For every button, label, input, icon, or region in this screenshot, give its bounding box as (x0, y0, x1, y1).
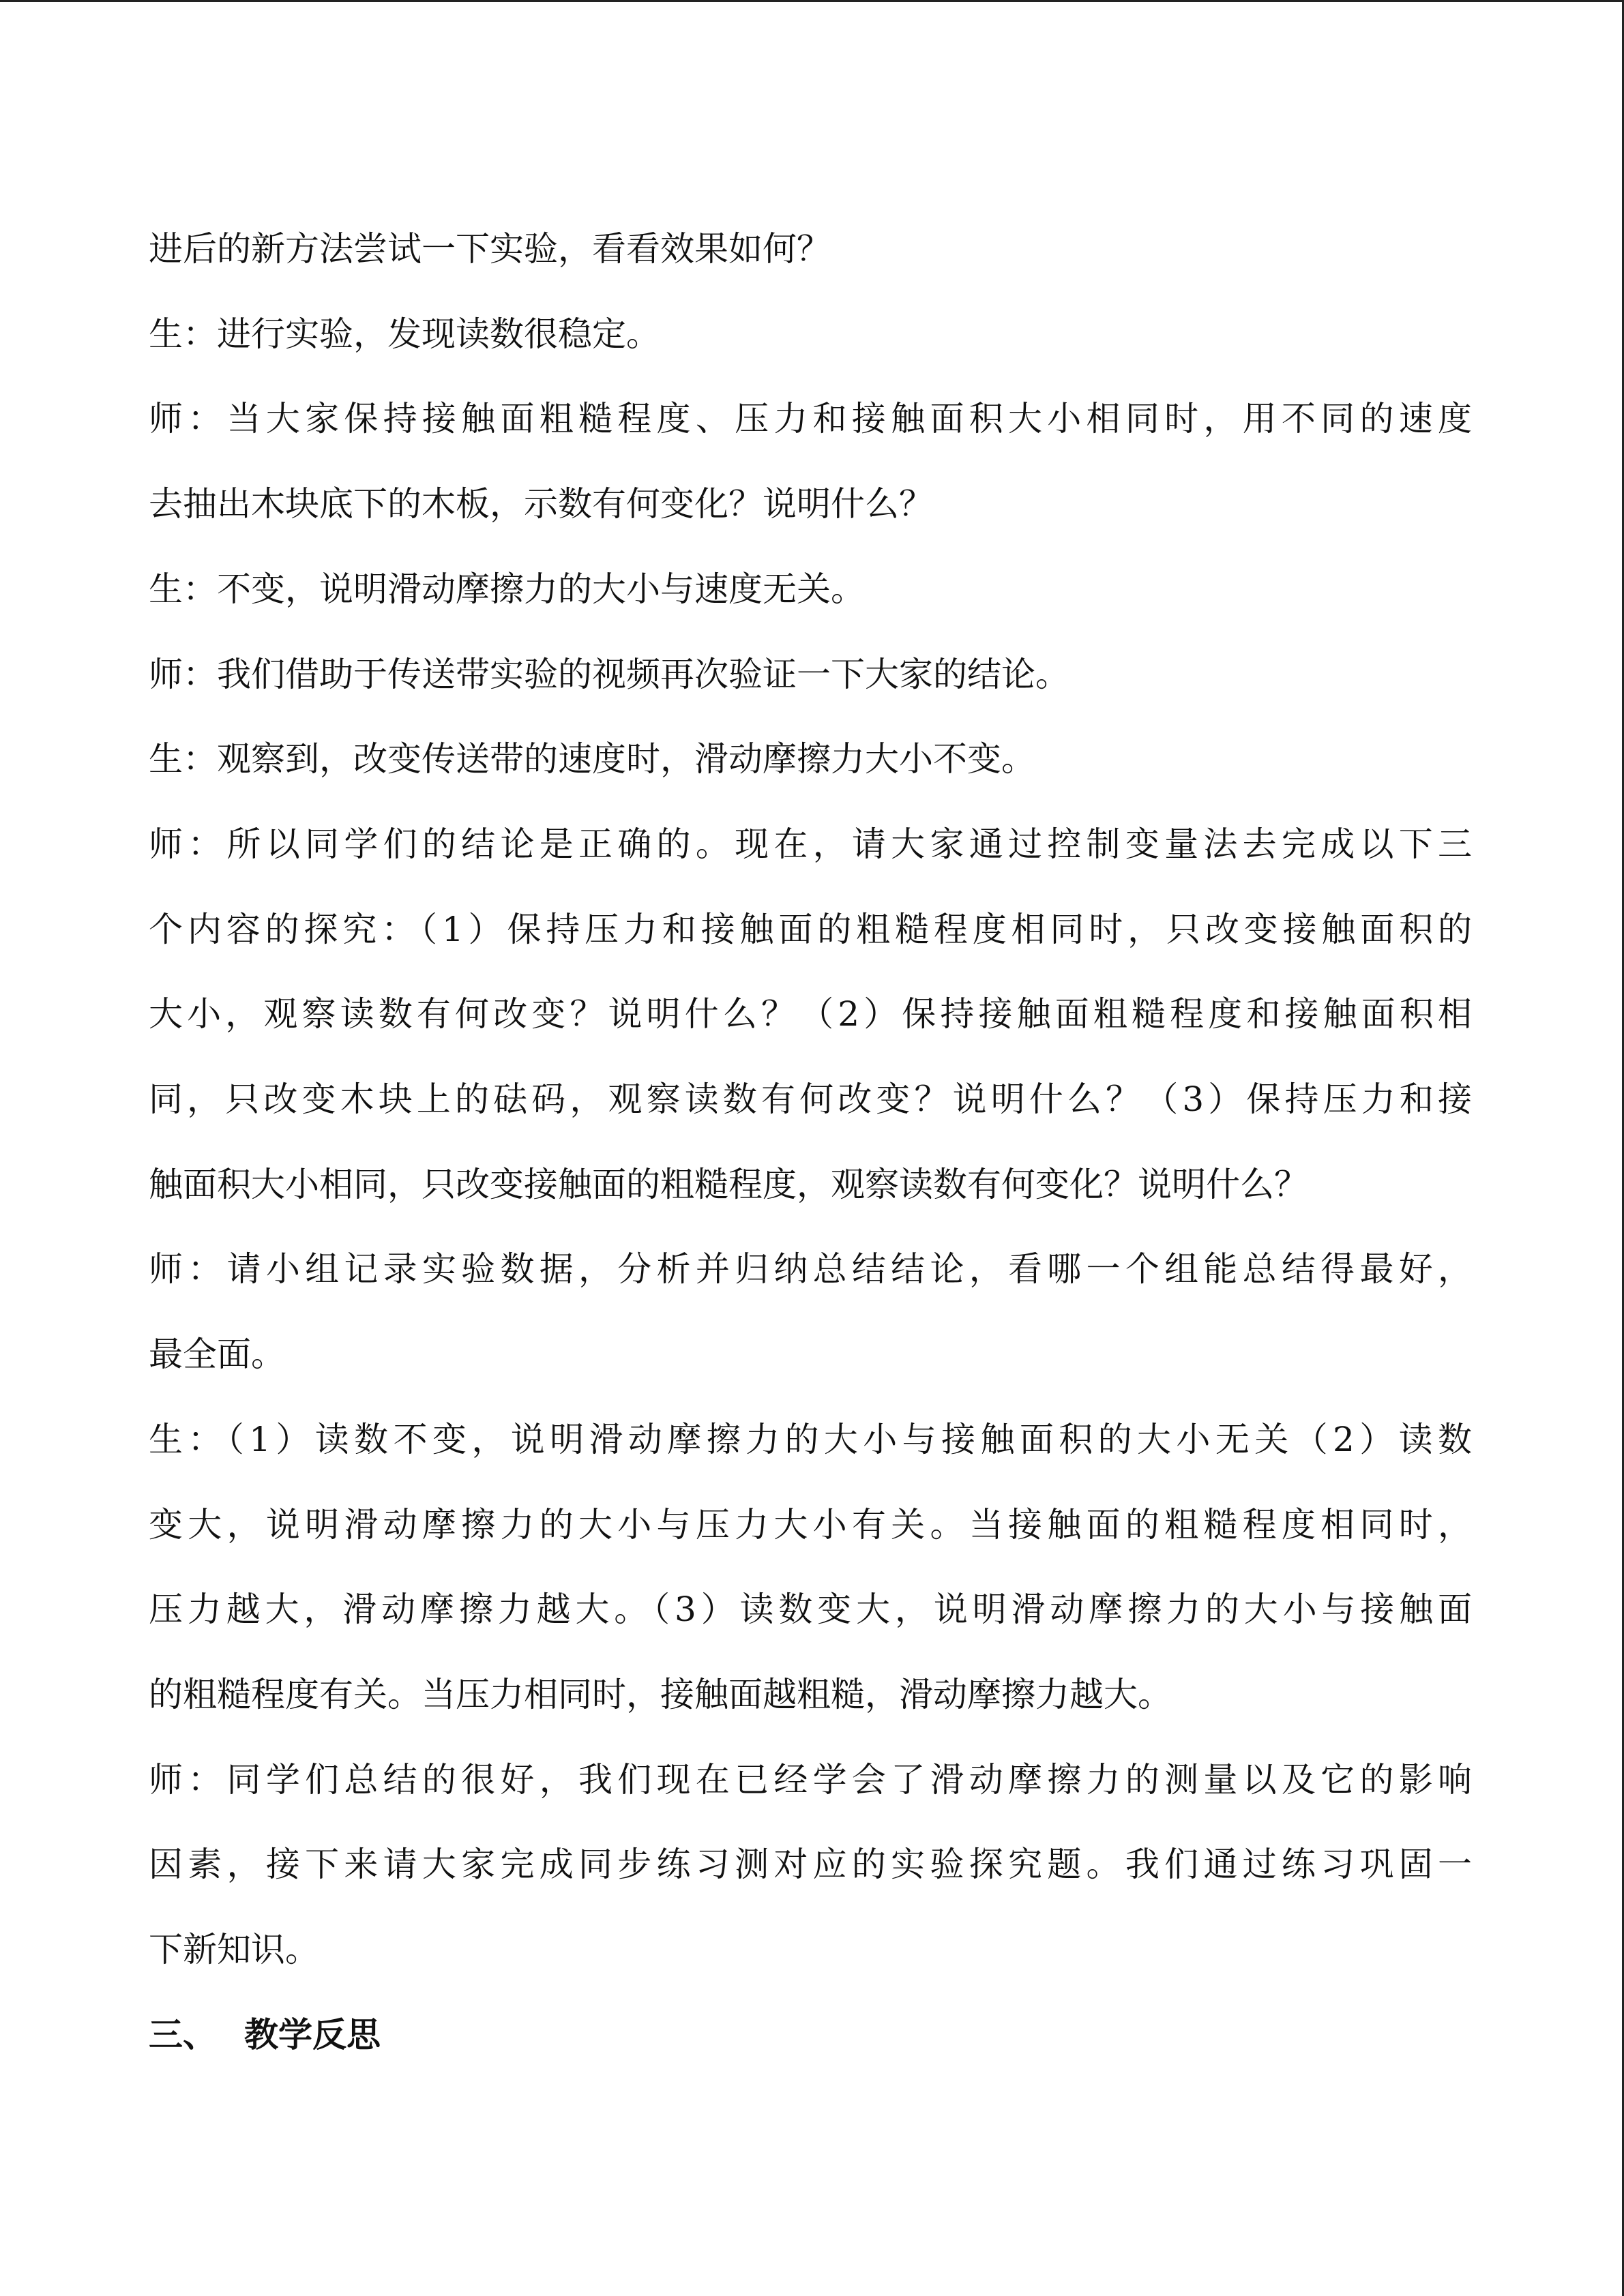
paragraph-line: 下新知识。 (149, 1930, 319, 1970)
paragraph-line: 进后的新方法尝试一下实验，看看效果如何？ (149, 229, 831, 269)
document-body (149, 207, 1472, 2077)
paragraph (149, 1227, 1472, 1397)
paragraph-line: 生：观察到，改变传送带的速度时，滑动摩擦力大小不变。 (149, 739, 1035, 779)
paragraph-line: 同，只改变木块上的砝码，观察读数有何改变？说明什么？（3）保持压力和接 (149, 1079, 1472, 1120)
paragraph-line: 师：我们借助于传送带实验的视频再次验证一下大家的结论。 (149, 654, 1069, 694)
paragraph-line: 师：所以同学们的结论是正确的。现在，请大家通过控制变量法去完成以下三 (149, 824, 1472, 864)
paragraph (149, 1738, 1472, 1993)
paragraph-line: 生：不变，说明滑动摩擦力的大小与速度无关。 (149, 569, 865, 609)
paragraph (149, 292, 1472, 377)
paragraph-line: 压力越大，滑动摩擦力越大。（3）读数变大，说明滑动摩擦力的大小与接触面 (149, 1590, 1472, 1630)
paragraph-line: 最全面。 (149, 1335, 285, 1375)
paragraph-line: 的粗糙程度有关。当压力相同时，接触面越粗糙，滑动摩擦力越大。 (149, 1674, 1172, 1714)
paragraph-line: 触面积大小相同，只改变接触面的粗糙程度，观察读数有何变化？说明什么？ (149, 1164, 1308, 1204)
paragraph-line: 变大，说明滑动摩擦力的大小与压力大小有关。当接触面的粗糙程度相同时， (149, 1504, 1472, 1545)
paragraph (149, 802, 1472, 1227)
section-heading (149, 1993, 1472, 2078)
paragraph (149, 1397, 1472, 1738)
paragraph (149, 717, 1472, 802)
section-title: 教学反思 (244, 2014, 381, 2055)
paragraph-line: 个内容的探究：（1）保持压力和接触面的粗糙程度相同时，只改变接触面积的 (149, 909, 1472, 949)
paragraph (149, 376, 1472, 546)
paragraph-line: 生：进行实验，发现读数很稳定。 (149, 314, 660, 354)
paragraph-line: 生：（1）读数不变，说明滑动摩擦力的大小与接触面积的大小无关（2）读数 (149, 1419, 1472, 1459)
paragraph-line: 师：同学们总结的很好，我们现在已经学会了滑动摩擦力的测量以及它的影响 (149, 1759, 1472, 1800)
paragraph-line: 师：当大家保持接触面粗糙程度、压力和接触面积大小相同时，用不同的速度 (149, 399, 1472, 439)
paragraph-line: 大小，观察读数有何改变？说明什么？（2）保持接触面粗糙程度和接触面积相 (149, 994, 1472, 1034)
paragraph-line: 因素，接下来请大家完成同步练习测对应的实验探究题。我们通过练习巩固一 (149, 1845, 1472, 1885)
paragraph-line: 师：请小组记录实验数据，分析并归纳总结结论，看哪一个组能总结得最好， (149, 1249, 1472, 1289)
paragraph (149, 207, 1472, 292)
paragraph-line: 去抽出木块底下的木板，示数有何变化？说明什么？ (149, 484, 933, 524)
section-number: 三、 (149, 2014, 217, 2055)
paragraph (149, 632, 1472, 717)
paragraph (149, 547, 1472, 632)
